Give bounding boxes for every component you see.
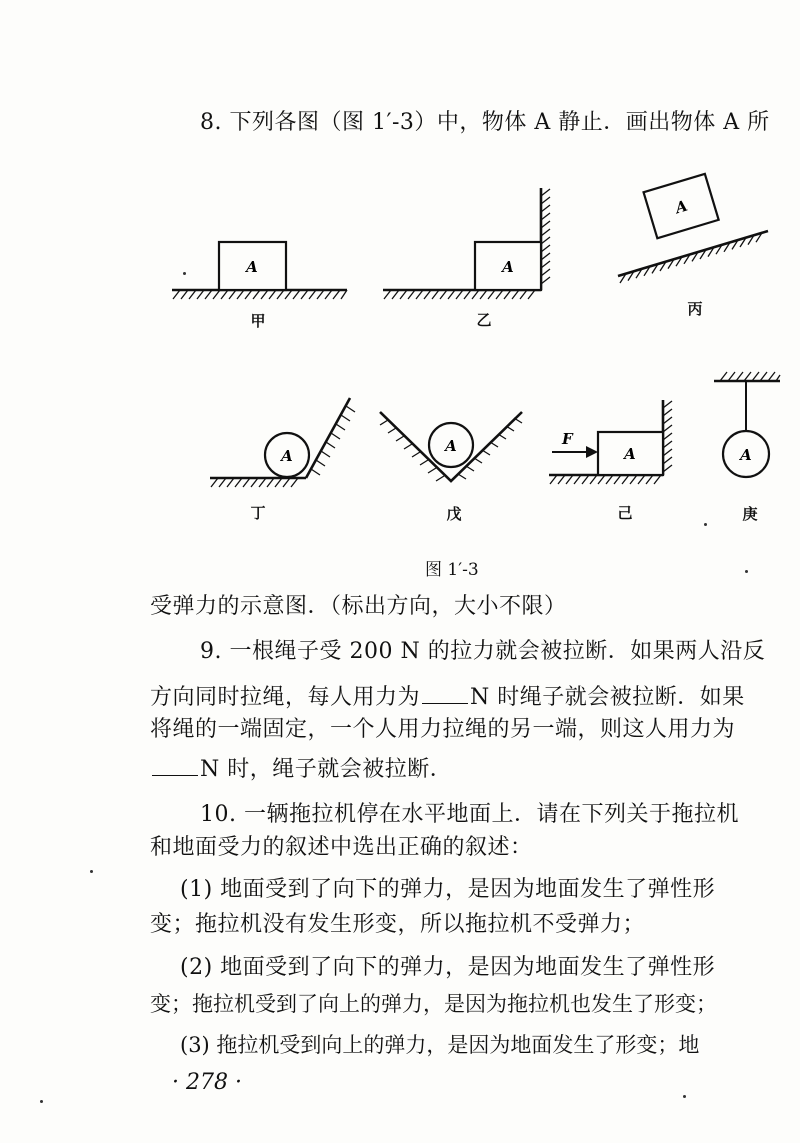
question-9-line-2-before: 方向同时拉绳，每人用力为 [150,685,421,710]
question-9-line-4-after: N 时，绳子就会被拉断． [200,757,453,782]
panel-geng-diagram [714,372,780,477]
panel-label-ding: 丁 [250,504,266,522]
option-1-line-2: 变；拖拉机没有发生形变，所以拖拉机不受弹力； [150,912,646,937]
panel-label-yi: 乙 [476,311,492,329]
scan-speck [183,272,186,275]
question-9-line-2 [150,683,745,713]
block-a-label: A [502,258,514,276]
answer-blank-2[interactable] [152,755,198,776]
question-8-text: 8. 下列各图（图 1′-3）中，物体 A 静止．画出物体 A 所 [200,110,770,135]
force-f-label: F [562,430,573,448]
scan-speck [40,1100,43,1103]
figure-caption: 图 1′-3 [425,560,479,580]
option-2-line-1: (2) 地面受到了向下的弹力，是因为地面发生了弹性形 [180,955,716,980]
question-9-line-3: 将绳的一端固定，一个人用力拉绳的另一端，则这人用力为 [150,717,736,742]
panel-label-bing: 丙 [687,300,703,318]
ball-a-label: A [740,446,752,464]
block-a-label: A [624,445,636,463]
answer-blank-1[interactable] [422,683,468,704]
panel-yi-diagram [383,188,550,299]
question-10-line-2: 和地面受力的叙述中选出正确的叙述： [150,835,533,860]
scan-speck [90,870,93,873]
ball-a-label: A [445,437,457,455]
panel-ding-diagram [210,398,355,487]
block-a-label: A [246,258,258,276]
scan-speck [745,570,748,573]
panel-label-ji: 己 [617,504,633,522]
panel-label-wu: 戊 [446,505,462,523]
question-9-line-1: 9. 一根绳子受 200 N 的拉力就会被拉断．如果两人沿反 [200,639,766,664]
question-10-line-1: 10. 一辆拖拉机停在水平地面上．请在下列关于拖拉机 [200,802,739,827]
option-3-line-1: (3) 拖拉机受到向上的弹力，是因为地面发生了形变；地 [180,1033,700,1057]
question-9-line-2-after: N 时绳子就会被拉断．如果 [470,685,745,710]
question-8-continuation: 受弹力的示意图．（标出方向，大小不限） [150,594,567,619]
scan-speck [683,1095,686,1098]
panel-jia-diagram [172,242,347,299]
panel-bing-diagram [618,174,768,283]
option-1-line-1: (1) 地面受到了向下的弹力，是因为地面发生了弹性形 [180,877,716,902]
scan-speck [704,523,707,526]
option-2-line-2: 变；拖拉机受到了向上的弹力，是因为拖拉机也发生了形变； [150,992,717,1016]
panel-ji-diagram [549,400,672,484]
question-9-line-4 [150,755,452,785]
page-number: · 278 · [172,1070,242,1095]
ball-a-label: A [281,447,293,465]
panel-label-jia: 甲 [250,312,266,330]
panel-label-geng: 庚 [742,505,758,523]
block-a-label: A [673,196,690,218]
panel-wu-diagram [380,412,522,481]
